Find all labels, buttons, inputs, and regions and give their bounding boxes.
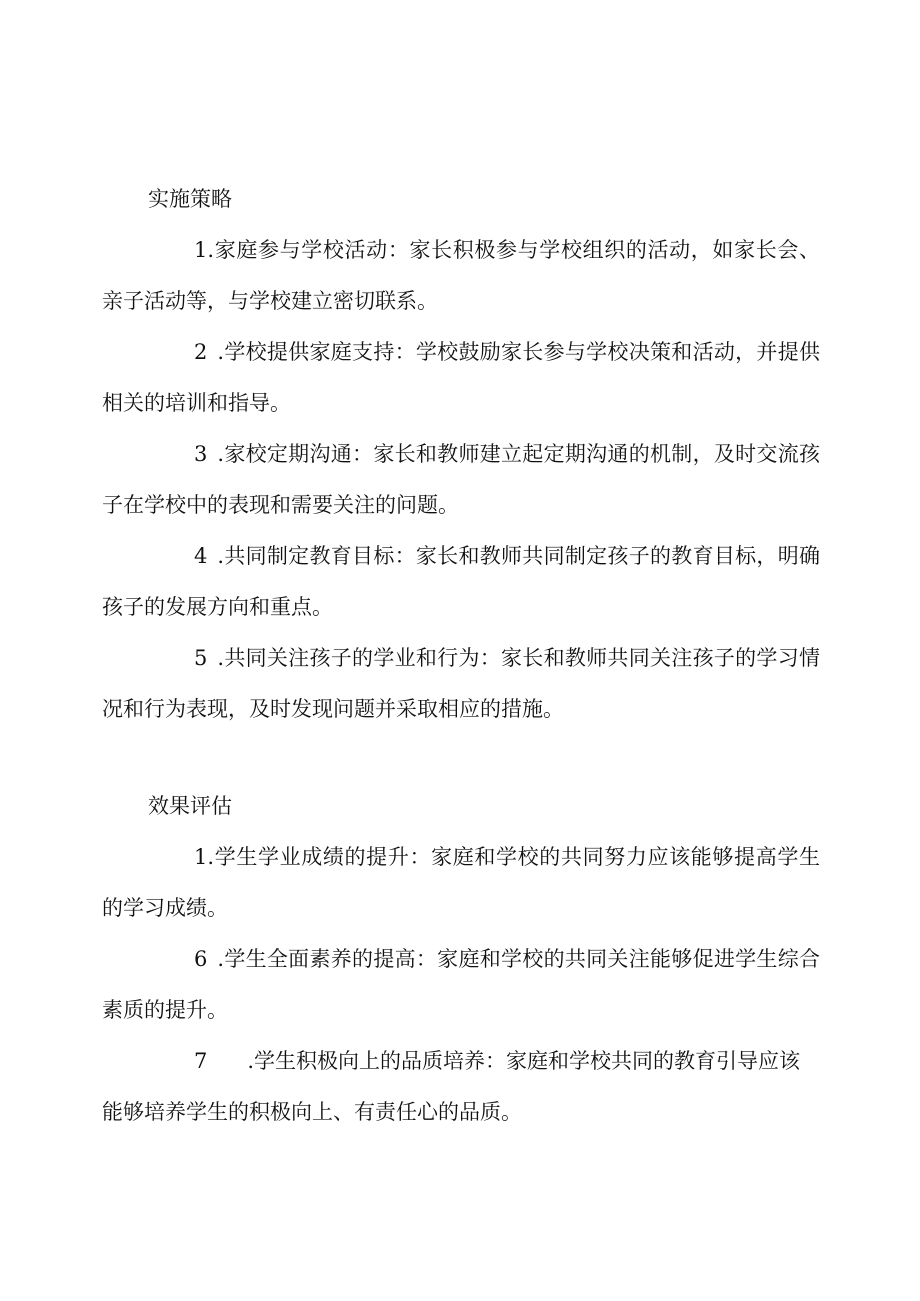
list-item	[102, 934, 820, 1036]
list-item	[102, 327, 820, 429]
list-item	[102, 832, 820, 934]
item-number: 1.	[194, 238, 215, 262]
list-item	[102, 429, 820, 531]
item-text: .家校定期沟通：家长和教师建立起定期沟通的机制，及时交流孩子在学校中的表现和需要关注的问题。	[102, 442, 820, 517]
item-number: 4	[194, 544, 208, 568]
list-item-line	[102, 1036, 820, 1087]
item-text: .共同关注孩子的学业和行为：家长和教师共同关注孩子的学习情况和行为表现，及时发现问题并采取相应的措施。	[102, 646, 820, 721]
section-effect-evaluation	[102, 781, 820, 1138]
section-heading: 效果评估	[148, 794, 232, 818]
item-text: 家庭参与学校活动：家长积极参与学校组织的活动，如家长会、亲子活动等，与学校建立密切联系。	[102, 238, 820, 313]
item-text: 能够培养学生的积极向上、有责任心的品质。	[102, 1100, 522, 1124]
item-text: 学生学业成绩的提升：家庭和学校的共同努力应该能够提高学生的学习成绩。	[102, 845, 820, 920]
item-text: .共同制定教育目标：家长和教师共同制定孩子的教育目标，明确孩子的发展方向和重点。	[102, 544, 820, 619]
list-item	[102, 1036, 820, 1138]
item-text: .学生积极向上的品质培养：家庭和学校共同的教育引导应该	[247, 1049, 801, 1073]
list-item	[102, 225, 820, 327]
item-number: 5	[194, 646, 208, 670]
section-heading: 实施策略	[148, 187, 232, 211]
list-item	[102, 531, 820, 633]
item-text: .学校提供家庭支持：学校鼓励家长参与学校决策和活动，并提供相关的培训和指导。	[102, 340, 820, 415]
item-number: 6	[194, 947, 208, 971]
section-implementation-strategy	[102, 174, 820, 735]
item-text: .学生全面素养的提高：家庭和学校的共同关注能够促进学生综合素质的提升。	[102, 947, 820, 1022]
list-item	[102, 633, 820, 735]
item-number: 2	[194, 340, 208, 364]
item-number: 3	[194, 442, 208, 466]
item-number: 1.	[194, 845, 215, 869]
item-number: 7	[194, 1049, 208, 1073]
list-item-line	[102, 1087, 820, 1138]
